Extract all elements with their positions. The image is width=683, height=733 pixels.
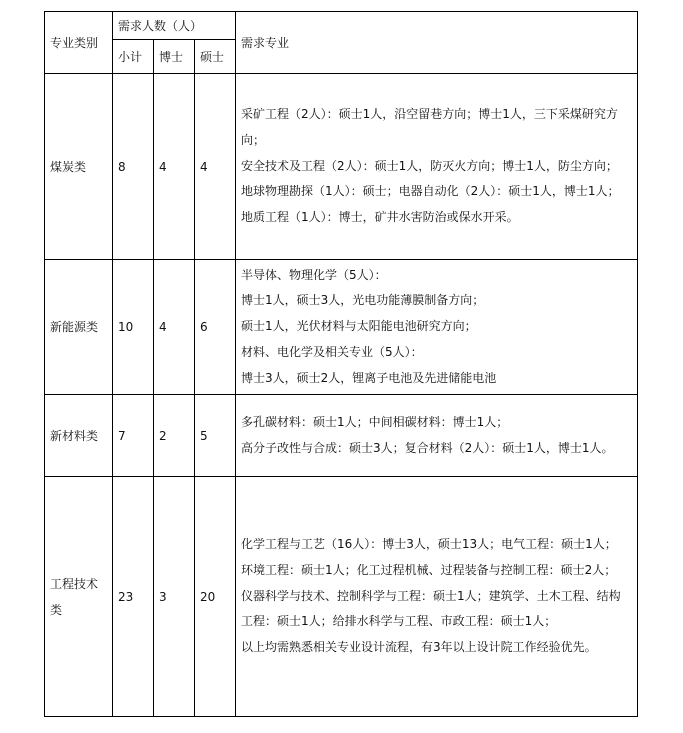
table-row <box>45 260 638 395</box>
row-specialty <box>236 260 638 395</box>
table-row <box>45 74 638 260</box>
header-subtotal: 小计 <box>113 40 154 74</box>
row-master: 20 <box>195 477 236 717</box>
header-specialty: 需求专业 <box>236 12 638 74</box>
specialty-line: 多孔碳材料：硕士1人；中间相碳材料：博士1人； <box>241 414 509 429</box>
table-row <box>45 395 638 477</box>
specialty-line: 环境工程：硕士1人；化工过程机械、过程装备与控制工程：硕士2人； <box>241 562 617 577</box>
row-master: 6 <box>195 260 236 395</box>
header-phd: 博士 <box>154 40 195 74</box>
specialty-line: 材料、电化学及相关专业（5人）： <box>241 344 423 359</box>
header-demand-count: 需求人数（人） <box>113 12 236 40</box>
row-specialty <box>236 477 638 717</box>
specialty-line: 半导体、物理化学（5人）： <box>241 267 387 282</box>
header-row-1 <box>45 12 638 40</box>
row-master: 5 <box>195 395 236 477</box>
table-row <box>45 477 638 717</box>
specialty-line: 安全技术及工程（2人）：硕士1人，防灭火方向；博士1人，防尘方向； <box>241 158 618 173</box>
specialty-line: 博士3人，硕士2人，锂离子电池及先进储能电池 <box>241 370 497 385</box>
row-phd: 4 <box>154 74 195 260</box>
demand-table <box>44 11 638 717</box>
row-subtotal: 7 <box>113 395 154 477</box>
row-category: 工程技术类 <box>45 477 113 717</box>
row-subtotal: 8 <box>113 74 154 260</box>
specialty-line: 博士1人，硕士3人，光电功能薄膜制备方向； <box>241 293 485 308</box>
specialty-line: 仪器科学与技术、控制科学与工程：硕士1人；建筑学、土木工程、结构工程：硕士1人；给排水科学与工程、市政工程：硕士1人； <box>241 588 621 629</box>
header-master: 硕士 <box>195 40 236 74</box>
row-category: 煤炭类 <box>45 74 113 260</box>
specialty-line: 硕士1人，光伏材料与太阳能电池研究方向； <box>241 319 477 334</box>
specialty-line: 地球物理勘探（1人）：硕士；电器自动化（2人）：硕士1人，博士1人； <box>241 184 620 199</box>
specialty-line: 以上均需熟悉相关专业设计流程，有3年以上设计院工作经验优先。 <box>241 640 597 655</box>
row-phd: 4 <box>154 260 195 395</box>
row-phd: 3 <box>154 477 195 717</box>
specialty-line: 化学工程与工艺（16人）：博士3人，硕士13人；电气工程：硕士1人； <box>241 537 617 552</box>
row-category: 新材料类 <box>45 395 113 477</box>
header-category: 专业类别 <box>45 12 113 74</box>
row-master: 4 <box>195 74 236 260</box>
row-phd: 2 <box>154 395 195 477</box>
row-subtotal: 10 <box>113 260 154 395</box>
specialty-line: 地质工程（1人）：博士，矿井水害防治或保水开采。 <box>241 210 519 225</box>
row-specialty <box>236 395 638 477</box>
specialty-line: 高分子改性与合成：硕士3人；复合材料（2人）：硕士1人，博士1人。 <box>241 440 614 455</box>
row-category: 新能源类 <box>45 260 113 395</box>
specialty-line: 采矿工程（2人）：硕士1人，沿空留巷方向；博士1人，三下采煤研究方向； <box>241 107 618 147</box>
row-subtotal: 23 <box>113 477 154 717</box>
row-specialty <box>236 74 638 260</box>
